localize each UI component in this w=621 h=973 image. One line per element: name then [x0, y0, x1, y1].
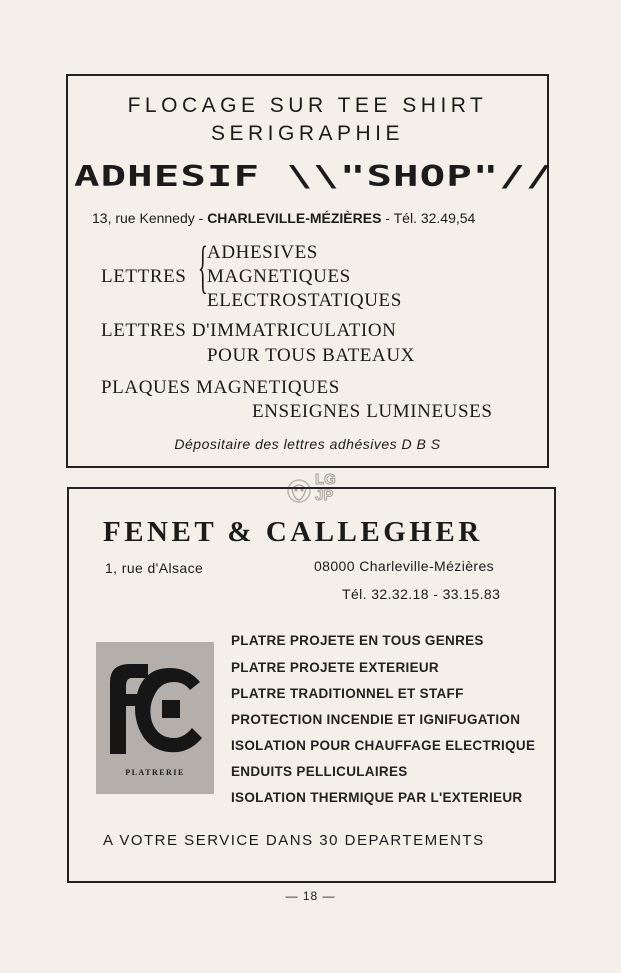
shop-address [92, 210, 475, 226]
service-line: PLATRE TRADITIONNEL ET STAFF [231, 686, 464, 701]
lettres-option-magnetiques: MAGNETIQUES [207, 266, 351, 287]
logo-caption: PLATRERIE [125, 768, 185, 777]
shop-tel: - Tél. 32.49,54 [381, 210, 476, 226]
lettres-option-electrostatiques: ELECTROSTATIQUES [207, 290, 402, 311]
service-line: PROTECTION INCENDIE ET IGNIFUGATION [231, 712, 521, 727]
company-tel: Tél. 32.32.18 - 33.15.83 [342, 586, 501, 602]
immatriculation-line: LETTRES D'IMMATRICULATION [101, 320, 397, 341]
company-name: FENET & CALLEGHER [103, 516, 483, 548]
flocage-heading: FLOCAGE SUR TEE SHIRT [127, 94, 488, 117]
adhesif-shop-ad [66, 74, 553, 468]
page-number: — 18 — [285, 889, 336, 903]
service-line: PLATRE PROJETE EXTERIEUR [231, 660, 439, 675]
company-street: 1, rue d'Alsace [105, 560, 204, 576]
watermark-lg: LG [315, 471, 336, 488]
enseignes-line: ENSEIGNES LUMINEUSES [252, 401, 493, 422]
fc-platrerie-logo [96, 642, 214, 794]
company-city: 08000 Charleville-Mézières [314, 558, 495, 574]
lettres-label: LETTRES [101, 266, 187, 287]
depositaire-text: Dépositaire des lettres adhésives D B S [174, 436, 441, 452]
departements-footer: A VOTRE SERVICE DANS 30 DEPARTEMENTS [103, 832, 485, 849]
service-line: ISOLATION POUR CHAUFFAGE ELECTRIQUE [231, 738, 536, 753]
shop-street: 13, rue Kennedy - [92, 210, 208, 226]
brace-icon: { [198, 234, 208, 299]
service-line: ISOLATION THERMIQUE PAR L'EXTERIEUR [231, 790, 523, 805]
service-line: PLATRE PROJETE EN TOUS GENRES [231, 633, 484, 648]
bateaux-line: POUR TOUS BATEAUX [207, 345, 415, 366]
service-line: ENDUITS PELLICULAIRES [231, 764, 408, 779]
plaques-line: PLAQUES MAGNETIQUES [101, 377, 340, 398]
adhesif-shop-logo: ADHESIF \\"SHOP"// [74, 160, 553, 194]
shop-city: CHARLEVILLE-MÉZIÈRES [207, 210, 382, 226]
lettres-option-adhesives: ADHESIVES [207, 242, 318, 263]
watermark-jp: JP [315, 487, 334, 504]
serigraphie-heading: SERIGRAPHIE [210, 122, 405, 145]
